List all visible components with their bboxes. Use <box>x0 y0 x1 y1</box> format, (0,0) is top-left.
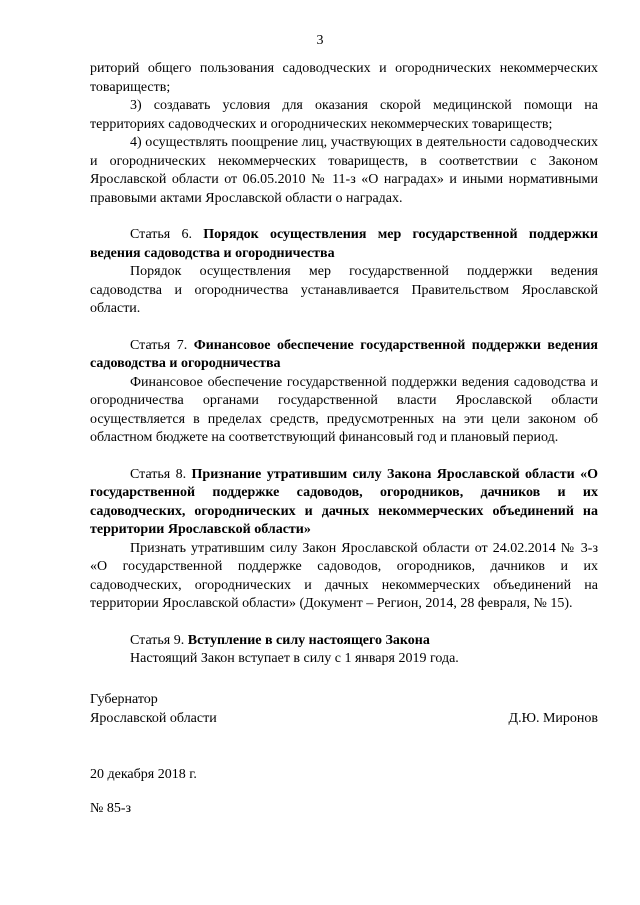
article-heading <box>90 226 598 263</box>
article-title: Вступление в силу настоящего Закона <box>187 632 430 648</box>
article-heading <box>90 337 598 374</box>
article-title: Признание утратившим силу Закона Ярославской области «О государственной поддержке садоводов, огородников, дачников и их садоводческих, огороднических и дачных некоммерческих объединений на территории Ярославской области» <box>90 466 598 537</box>
article-text: Порядок осуществления мер государственной поддержки ведения садоводства и огородничества устанавливается Правительством Ярославской области. <box>90 264 598 316</box>
article-7 <box>90 337 598 448</box>
article-prefix: Статья 9. <box>130 632 185 648</box>
article-6 <box>90 226 598 319</box>
list-item-3: 3) создавать условия для оказания скорой медицинской помощи на территориях садоводческих и огороднических некоммерческих товариществ; <box>90 98 598 132</box>
article-text: Финансовое обеспечение государственной поддержки ведения садоводства и огородничества органами государственной власти Ярославской области осуществляется в пределах средств, предусмотренных на эти цели законом об областном бюджете на соответствующий финансовый год и плановый период. <box>90 374 598 445</box>
article-8 <box>90 466 598 614</box>
article-prefix: Статья 8. <box>130 466 187 482</box>
page-number: 3 <box>316 33 324 48</box>
signer-name: Д.Ю. Миронов <box>508 711 598 726</box>
article-text: Настоящий Закон вступает в силу с 1 января 2019 года. <box>130 651 459 666</box>
article-prefix: Статья 7. <box>130 337 188 353</box>
article-heading <box>90 466 598 540</box>
signature-row <box>90 709 598 728</box>
signing-date: 20 декабря 2018 г. <box>90 767 197 782</box>
paragraph-continuation: риторий общего пользования садоводческих и огороднических некоммерческих товариществ; <box>90 61 598 95</box>
list-item-4: 4) осуществлять поощрение лиц, участвующих в деятельности садоводческих и огороднических некоммерческих товариществ, в соответствии с Законом Ярославской области от 06.05.2010 № 11-з «О наградах» и иными нормативными правовыми актами Ярославской области о наградах. <box>90 135 598 206</box>
law-text <box>90 60 598 669</box>
article-prefix: Статья 6. <box>130 227 193 242</box>
signer-position-line2: Ярославской области <box>90 711 217 726</box>
article-title: Порядок осуществления мер государственной поддержки ведения садоводства и огородничества <box>90 227 598 261</box>
law-number: № 85-з <box>90 801 132 816</box>
signer-position-line1: Губернатор <box>90 692 158 707</box>
article-text: Признать утратившим силу Закон Ярославской области от 24.02.2014 № 3-з «О государственной поддержке садоводов, огородников, дачников и их садоводческих, огороднических и дачных некоммерческих объединений на территории Ярославской области» (Документ – Регион, 2014, 28 февраля, № 15). <box>90 540 598 611</box>
article-9 <box>90 632 598 669</box>
article-heading <box>90 632 598 651</box>
article-title: Финансовое обеспечение государственной поддержки ведения садоводства и огородничества <box>90 337 598 371</box>
signature-block <box>90 690 598 728</box>
